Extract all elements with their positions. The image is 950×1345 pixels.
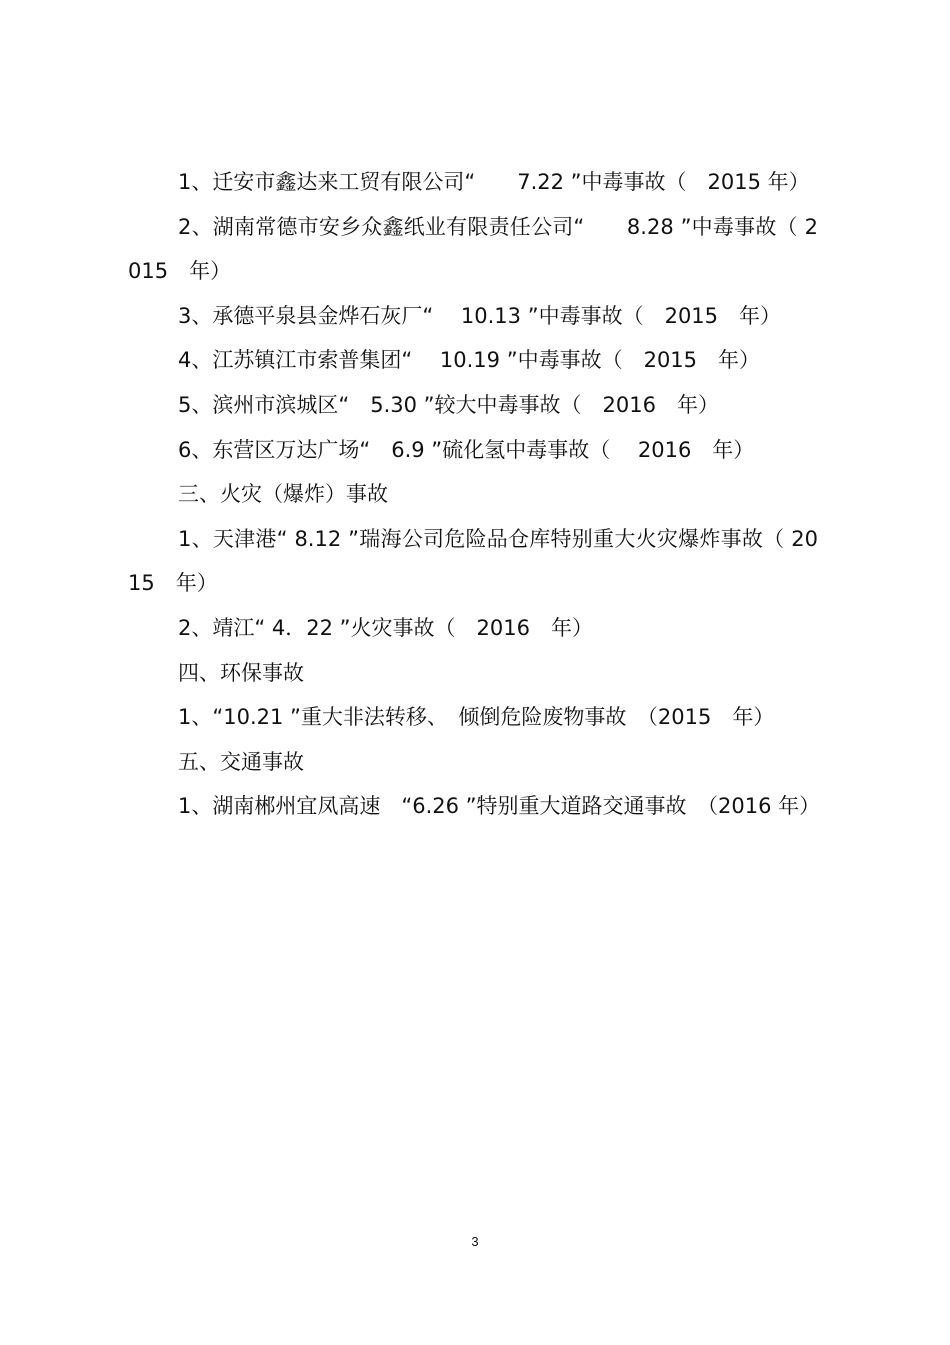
- paragraph-poisoning-2: 2、湖南常德市安乡众鑫纸业有限责任公司“ 8.28 ”中毒事故（ 2015 年）: [128, 214, 818, 284]
- paragraph-poisoning-5: 5、滨州市滨城区“ 5.30 ”较大中毒事故（ 2016 年）: [178, 392, 719, 417]
- section-heading-fire: 三、火灾（爆炸）事故: [178, 482, 388, 507]
- paragraph-poisoning-6: 6、东营区万达广场“ 6.9 ”硫化氢中毒事故（ 2016 年）: [178, 437, 755, 462]
- paragraph-fire-2: 2、靖江“ 4．22 ”火灾事故（ 2016 年）: [178, 615, 593, 640]
- document-body: [128, 160, 821, 829]
- paragraph-environmental-1: 1、“10.21 ”重大非法转移、 倾倒危险废物事故 （2015 年）: [178, 705, 775, 730]
- section-heading-environmental: 四、环保事故: [178, 660, 304, 685]
- page-number: 3: [471, 1234, 479, 1249]
- paragraph-poisoning-1: 1、迁安市鑫达来工贸有限公司“ 7.22 ”中毒事故（ 2015 年）: [178, 170, 810, 194]
- paragraph-poisoning-4: 4、江苏镇江市索普集团“ 10.19 ”中毒事故（ 2015 年）: [178, 348, 761, 373]
- section-heading-traffic: 五、交通事故: [178, 749, 304, 774]
- paragraph-fire-1: 1、天津港“ 8.12 ”瑞海公司危险品仓库特别重大火灾爆炸事故（ 2015 年）: [128, 526, 818, 596]
- paragraph-poisoning-3: 3、承德平泉县金烨石灰厂“ 10.13 ”中毒事故（ 2015 年）: [178, 303, 782, 328]
- paragraph-traffic-1: 1、湖南郴州宜凤高速 “6.26 ”特别重大道路交通事故 （2016 年）: [178, 794, 821, 819]
